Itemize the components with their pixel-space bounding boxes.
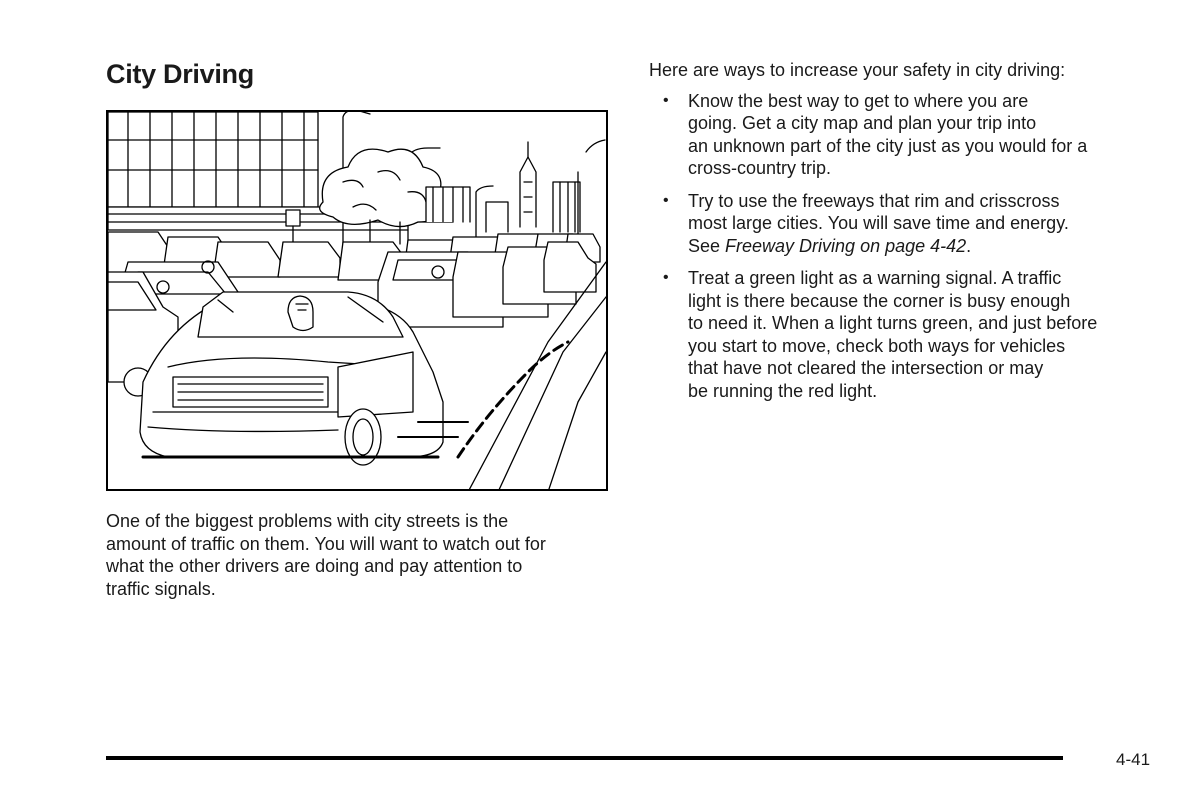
tip-item [649,267,1159,402]
tip-line: cross-country trip. [688,158,832,178]
body-line: what the other drivers are doing and pay attention to [106,556,523,576]
tip-item [649,190,1159,258]
tip-line: an unknown part of the city just as you would for a [688,135,1088,156]
tips-list [649,90,1159,403]
bullet-icon: • [663,91,669,109]
tip-line: most large cities. You will save time and energy. [688,213,1069,233]
office-building [108,112,318,207]
tip-line: going. Get a city map and plan your trip into [688,113,1037,133]
tip-line: you start to move, check both ways for vehicles [688,335,1066,356]
tip-line: Try to use the freeways that rim and crisscross [688,190,1060,211]
tip-line: be running the red light. [688,380,878,401]
body-paragraph [106,510,611,600]
tip-line: Know the best way to get to where you are [688,90,1029,111]
page-title: City Driving [106,59,254,89]
body-line: amount of traffic on them. You will want to watch out for [106,533,546,554]
street-sign [286,210,300,226]
footer-rule [106,756,1063,760]
tip-line: light is there because the corner is busy enough [688,290,1071,311]
tip-line: Treat a green light as a warning signal. A traffic [688,268,1062,288]
city-traffic-illustration [106,110,608,491]
body-line: One of the biggest problems with city streets is the [106,511,509,531]
body-line: traffic signals. [106,578,216,599]
ref-suffix: . [966,235,972,256]
bullet-icon: • [663,191,669,209]
tip-line: to need it. When a light turns green, and just before [688,313,1098,333]
tip-item [649,90,1159,180]
tip-line: that have not cleared the intersection or may [688,358,1044,378]
page-number: 4-41 [1116,750,1151,769]
tips-intro: Here are ways to increase your safety in city driving: [649,60,1066,80]
cross-reference-link[interactable]: Freeway Driving on page 4-42 [725,235,967,256]
ref-prefix: See [688,235,726,256]
safety-tips-column [649,59,1159,412]
bullet-icon: • [663,269,669,286]
tip-reference-line [688,235,1159,258]
